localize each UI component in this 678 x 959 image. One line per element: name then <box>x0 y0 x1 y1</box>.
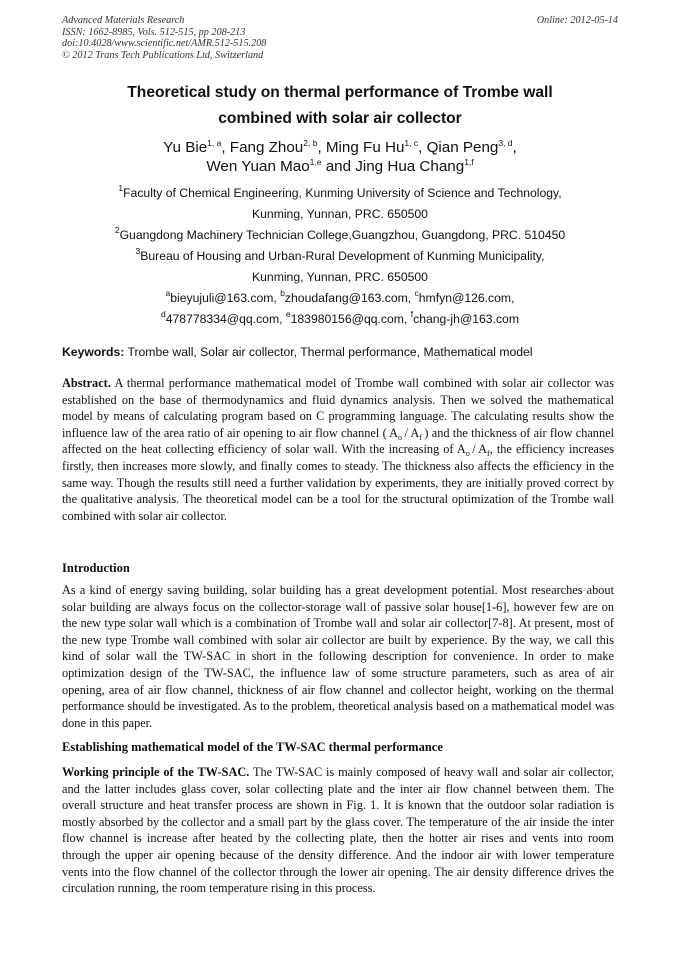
affiliation-text: Faculty of Chemical Engineering, Kunming University of Science and Technology, <box>123 186 562 200</box>
working-principle-paragraph <box>62 764 614 897</box>
author-name: Wen Yuan Mao <box>206 158 310 175</box>
email-sup: f <box>410 309 414 319</box>
abstract-text-2: and the thickness of air flow channel affected on the heat collecting efficiency of solar wall. With the increasing of <box>62 425 614 457</box>
author-sup: 3, d <box>498 138 513 148</box>
abstract-text-3: , the efficiency increases firstly, then increases more slowly, and finally comes to steady. The thickness also affects the efficiency in the same way. Though the results still need a further validation by experiments, they are initially proved correct by the qualitative analysis. The theoretical model can be a tool for the structural optimization of the Trombe wall combined with solar air collector. <box>62 442 615 523</box>
email-address[interactable]: chang-jh@163.com <box>413 312 519 326</box>
author-list <box>62 138 618 176</box>
email-address[interactable]: bieyujuli@163.com <box>170 291 274 305</box>
journal-doi: doi:10.4028/www.scientific.net/AMR.512-515.208 <box>62 38 267 50</box>
section-heading-model: Establishing mathematical model of the TW-SAC thermal performance <box>62 740 443 754</box>
affiliation-1 <box>62 183 618 225</box>
journal-header <box>62 15 618 61</box>
author-sup: 2, b <box>303 138 318 148</box>
abstract-label: Abstract. <box>62 376 111 390</box>
abstract-text-1: A thermal performance mathematical model of Trombe wall combined with solar air collector was established on the base of thermodynamics and fluid dynamics analysis. Then we solved the mathematical model by means of calculating program based on C programming language. The calculating results show the influence law of the area ratio of air opening to air flow channel <box>62 376 614 440</box>
affiliation-num: 2 <box>114 225 120 235</box>
email-sup: c <box>414 288 419 298</box>
section-heading-introduction: Introduction <box>62 561 130 575</box>
affiliation-text: Kunming, Yunnan, PRC. 650500 <box>252 270 428 284</box>
email-address[interactable]: 183980156@qq.com <box>290 312 404 326</box>
email-address[interactable]: 478778334@qq.com <box>165 312 280 326</box>
email-sup: a <box>165 288 171 298</box>
author-line-1: Yu Bie$^{1, a}$, Fang Zhou$^{2, b}$, Ming Fu Hu$^{1, c}$, Qian Peng$^{3, d}$, <box>163 138 517 156</box>
online-date: Online: 2012-05-14 <box>536 15 618 26</box>
author-name: Jing Hua Chang <box>355 158 465 175</box>
author-name: Yu Bie <box>163 139 208 156</box>
abstract <box>62 375 614 524</box>
author-sup: 1, a <box>207 138 222 148</box>
title-line-2: combined with solar air collector <box>218 110 462 127</box>
keywords-text: Trombe wall, Solar air collector, Thermal performance, Mathematical model <box>124 345 533 359</box>
email-sup: e <box>285 309 291 319</box>
affiliation-2 <box>62 225 618 246</box>
area-ratio-formula: $A_o / A_f$ <box>456 442 490 459</box>
journal-copyright: © 2012 Trans Tech Publications Ltd, Switzerland <box>62 49 264 61</box>
email-address[interactable]: hmfyn@126.com <box>418 291 512 305</box>
working-principle-text: The TW-SAC is mainly composed of heavy wall and solar air collector, and the latter includes glass cover, solar collecting plate and the inter air flow channel between them. The overall structure and heat transfer process are shown in Fig. 1. It is known that the outdoor solar radiation is mostly absorbed by the collector and a small part by the glass cover. The temperature of the air inside the inter flow channel is increase after heated by the collecting plate, then the hotter air rises and vents into room through the upper air opening because of the density difference. And the indoor air with lower temperature vents into the flow channel of the collector through the lower air opening. The air density difference drives the circulation running, the room temperature rising in this process. <box>62 765 614 896</box>
author-sup: 1, c <box>404 138 419 148</box>
subsection-label: Working principle of the TW-SAC. <box>62 765 250 779</box>
affiliation-num: 1 <box>118 183 124 193</box>
title-line-1: Theoretical study on thermal performance of Trombe wall <box>127 84 553 101</box>
introduction-paragraph: As a kind of energy saving building, solar building has a great development potential. Most researches about solar building are always focus on the collector-storage wall of passive solar house[1-6], however few are on the new type solar wall which is a combination of Trombe wall and solar air collector[7-8]. At present, most of the new type Trombe wall combined with solar air collector are built by experience. By the way, we call this kind of solar wall the TW-SAC in short in the following description for convenience. In order to make optimization design of the TW-SAC, the influence law of some structure parameters, such as area of air opening, area of air flow channel, thickness of air flow channel and collector height, working on the thermal performance should be investigated. As to the problem, theoretical analysis based on a mathematical model was done in this paper. <box>62 583 614 730</box>
affiliation-num: 3 <box>135 246 141 256</box>
author-name: Qian Peng <box>426 139 499 156</box>
affiliation-text: Kunming, Yunnan, PRC. 650500 <box>252 207 428 221</box>
affiliation-3 <box>62 246 618 288</box>
email-sup: b <box>280 288 285 298</box>
email-list: $^a$bieyujuli@163.com, $^b$zhoudafang@163.com, $^c$hmfyn@126.com, $^d$478778334@qq.com, $^e$183980156@qq.com, $^f$chang-jh@163.com <box>161 288 519 326</box>
author-sup: 1,f <box>464 157 474 167</box>
paper-title <box>62 80 618 132</box>
affiliation-text: Guangdong Machinery Technician College,Guangzhou, Guangdong, PRC. 510450 <box>119 228 566 242</box>
journal-issn: ISSN: 1662-8985, Vols. 512-515, pp 208-213 <box>62 26 246 38</box>
author-name: Ming Fu Hu <box>325 139 405 156</box>
keywords <box>62 344 618 360</box>
author-line-2: Wen Yuan Mao$^{1,e}$ and Jing Hua Chang$^{1,f}$ <box>206 157 474 175</box>
area-ratio-formula: ( $A_o / A_f$ ) <box>382 425 429 442</box>
journal-name: Advanced Materials Research <box>62 15 185 26</box>
email-address[interactable]: zhoudafang@163.com <box>284 291 408 305</box>
author-name: Fang Zhou <box>229 139 304 156</box>
keywords-label: Keywords: <box>62 345 125 359</box>
email-sup: d <box>161 309 166 319</box>
affiliation-text: Bureau of Housing and Urban-Rural Development of Kunming Municipality, <box>140 249 545 263</box>
author-sup: 1,e <box>309 157 322 167</box>
